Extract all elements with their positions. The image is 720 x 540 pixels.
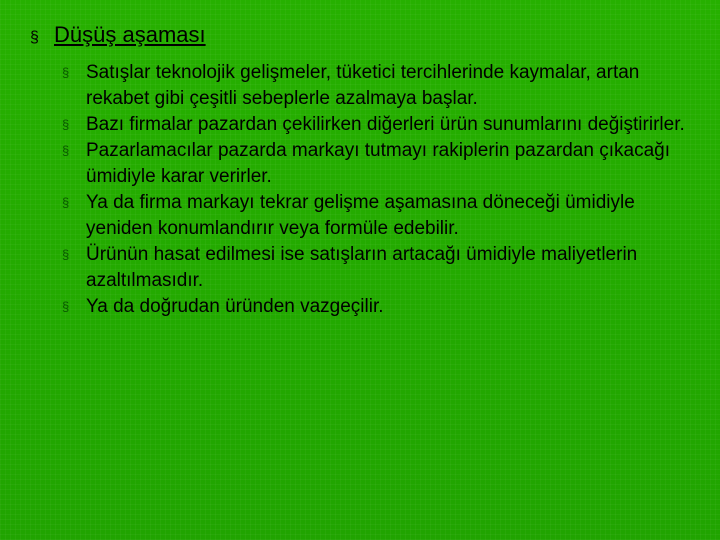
- list-item: [62, 112, 702, 138]
- bullet-list: [62, 60, 702, 320]
- list-item-text: Satışlar teknolojik gelişmeler, tüketici tercihlerinde kaymalar, artan rekabet gibi çeşitli sebeplerle azalmaya başlar.: [86, 62, 640, 109]
- list-item-text: Bazı firmalar pazardan çekilirken diğerleri ürün sunumlarını değiştirirler.: [86, 114, 685, 135]
- list-item-text: Pazarlamacılar pazarda markayı tutmayı rakiplerin pazardan çıkacağı ümidiyle karar verirler.: [86, 140, 670, 187]
- list-item: [62, 138, 702, 190]
- slide-title: Düşüş aşaması: [54, 22, 206, 47]
- list-item-text: Ürünün hasat edilmesi ise satışların artacağı ümidiyle maliyetlerin azaltılmasıdır.: [86, 244, 638, 291]
- list-item: [62, 60, 702, 112]
- title-row: [30, 22, 206, 48]
- bullet-icon: §: [62, 299, 70, 314]
- bullet-icon: §: [62, 247, 70, 262]
- list-item-text: Ya da doğrudan üründen vazgeçilir.: [86, 296, 384, 317]
- list-item-text: Ya da firma markayı tekrar gelişme aşamasına döneceği ümidiyle yeniden konumlandırır veya formüle edebilir.: [86, 192, 635, 239]
- bullet-icon: §: [62, 143, 70, 158]
- bullet-icon: §: [62, 65, 70, 80]
- bullet-icon: §: [62, 195, 70, 210]
- list-item: [62, 294, 702, 320]
- bullet-icon: §: [62, 117, 70, 132]
- list-item: [62, 242, 702, 294]
- section-bullet-icon: §: [30, 29, 39, 46]
- list-item: [62, 190, 702, 242]
